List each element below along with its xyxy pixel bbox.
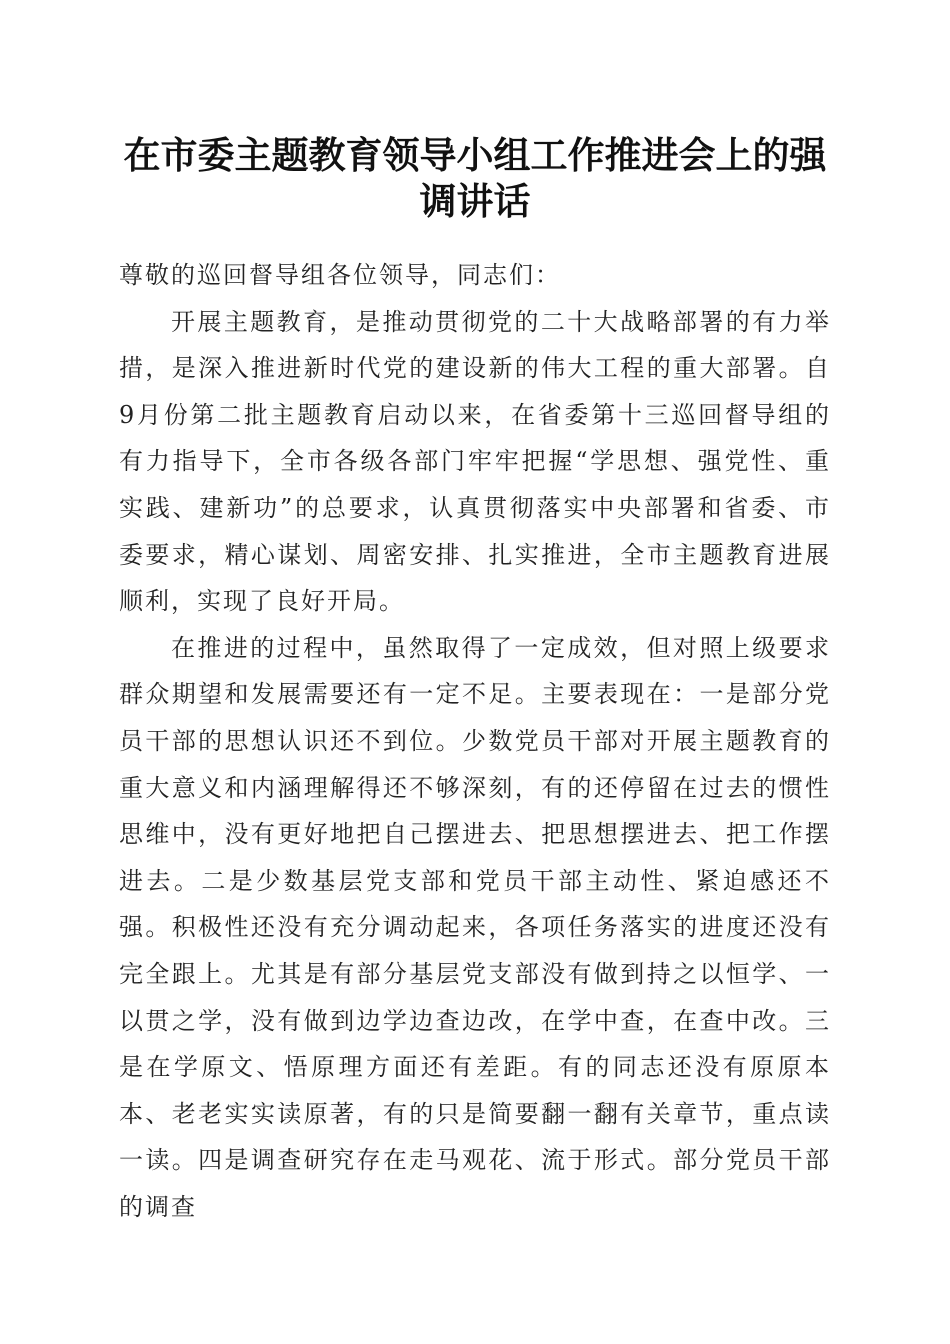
paragraph-1: 开展主题教育，是推动贯彻党的二十大战略部署的有力举措，是深入推进新时代党的建设新的伟大工程的重大部署。自9月份第二批主题教育启动以来，在省委第十三巡回督导组的有力指导下，全市各级各部门牢牢把握“学思想、强党性、重实践、建新功”的总要求，认真贯彻落实中央部署和省委、市委要求，精心谋划、周密安排、扎实推进，全市主题教育进展顺利，实现了良好开局。	[119, 307, 831, 616]
salutation: 尊敬的巡回督导组各位领导，同志们：	[119, 261, 561, 289]
document-title: 在市委主题教育领导小组工作推进会上的强调讲话	[123, 133, 827, 223]
paragraph-2: 在推进的过程中，虽然取得了一定成效，但对照上级要求群众期望和发展需要还有一定不足。主要表现在：一是部分党员干部的思想认识还不到位。少数党员干部对开展主题教育的重大意义和内涵理解得还不够深刻，有的还停留在过去的惯性思维中，没有更好地把自己摆进去、把思想摆进去、把工作摆进去。二是少数基层党支部和党员干部主动性、紧迫感还不强。积极性还没有充分调动起来，各项任务落实的进度还没有完全跟上。尤其是有部分基层党支部没有做到持之以恒学、一以贯之学，没有做到边学边查边改，在学中查，在查中改。三是在学原文、悟原理方面还有差距。有的同志还没有原原本本、老老实实读原著，有的只是简要翻一翻有关章节，重点读一读。四是调查研究存在走马观花、流于形式。部分党员干部的调查	[119, 633, 831, 1221]
document-body	[119, 252, 831, 1230]
